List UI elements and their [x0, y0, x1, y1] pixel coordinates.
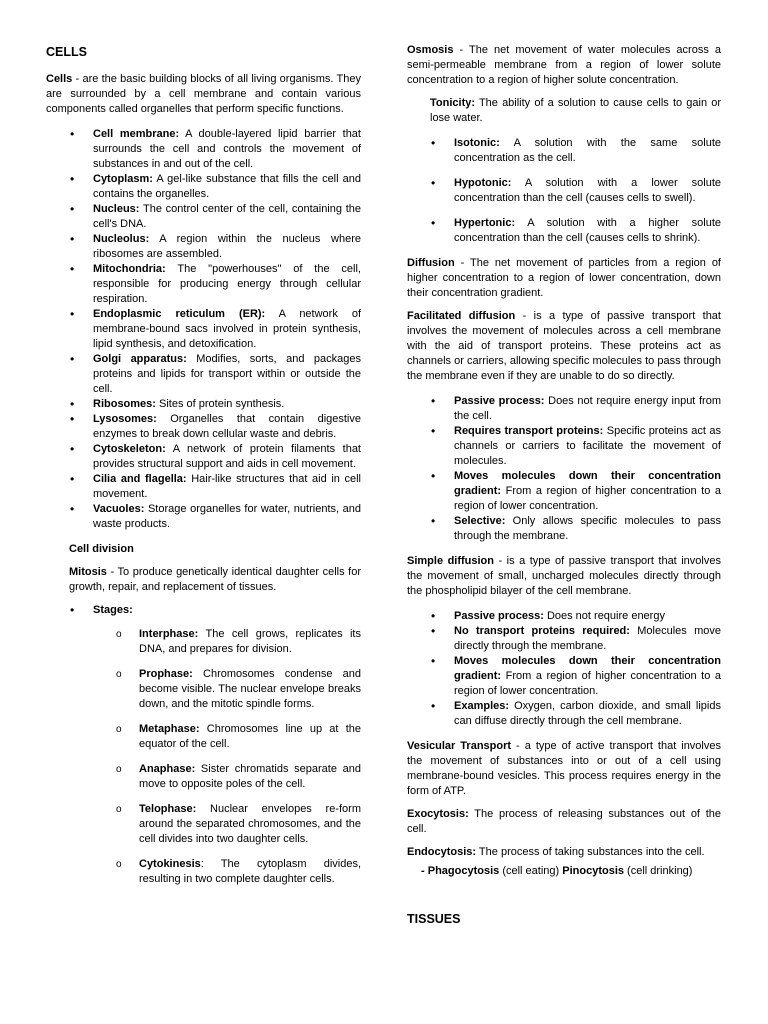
organelle-item: [46, 412, 361, 442]
vesicular-transport-paragraph: [407, 739, 721, 799]
organelle-text: A network of protein filaments that provides structural support and aids in cell movement.: [93, 443, 361, 470]
organelle-text: A network of membrane-bound sacs involved in protein synthesis, lipid synthesis, and detoxification.: [93, 308, 361, 350]
organelle-term: Mitochondria:: [93, 263, 166, 275]
organelle-term: Cell membrane:: [93, 128, 180, 140]
simple-item-text: Oxygen, carbon dioxide, and small lipids can diffuse directly through the cell membrane.: [454, 700, 721, 727]
organelle-term: Nucleolus:: [93, 233, 150, 245]
simple-item: [407, 609, 721, 624]
organelle-text: Sites of protein synthesis.: [155, 398, 285, 410]
stage-term: Telophase:: [139, 803, 197, 815]
organelle-item: [46, 202, 361, 232]
organelle-term: Ribosomes:: [93, 398, 156, 410]
organelle-term: Nucleus:: [93, 203, 140, 215]
organelle-item: [46, 262, 361, 307]
organelle-item: [46, 397, 361, 412]
facilitated-diffusion-definition: - is a type of passive transport that involves the movement of molecules across a cell membrane with the aid of transport proteins. These proteins act as channels or carriers, allowing specific molecules to pass through the membrane even if they are unable to do so directly.: [407, 310, 721, 382]
simple-item-text: Molecules move directly through the membrane.: [454, 625, 721, 652]
simple-item-term: No transport proteins required:: [454, 625, 630, 637]
organelle-item: [46, 502, 361, 532]
organelle-term: Cytoskeleton:: [93, 443, 166, 455]
facilitated-item-text: From a region of higher concentration to a region of lower concentration.: [454, 485, 721, 512]
stage-text: Sister chromatids separate and move to opposite poles of the cell.: [139, 763, 361, 790]
stage-term: Interphase:: [139, 628, 199, 640]
stage-text: Nuclear envelopes re-form around the separated chromosomes, and the cell divides into two daughter cells.: [139, 803, 361, 845]
facilitated-item-term: Passive process:: [454, 395, 545, 407]
organelle-text: Modifies, sorts, and packages proteins and lipids for transport within or outside the cell.: [93, 353, 362, 395]
facilitated-diffusion-term: Facilitated diffusion: [407, 310, 516, 322]
simple-item-text: Does not require energy: [543, 610, 665, 622]
simple-item: [407, 654, 721, 699]
vesicular-transport-definition: - a type of active transport that involves the movement of substances into or out of a cell using membrane-bound vesicles. This process requires energy in the form of ATP.: [407, 740, 721, 797]
stage-text: The cell grows, replicates its DNA, and prepares for division.: [139, 628, 361, 655]
organelle-item: [46, 127, 361, 172]
simple-diffusion-definition: - is a type of passive transport that involves the movement of small, uncharged molecules directly through the phospholipid bilayer of the cell membrane.: [407, 555, 721, 597]
diffusion-paragraph: [407, 256, 721, 301]
endocytosis-dash: -: [421, 865, 428, 877]
stage-item: [93, 802, 361, 847]
simple-diffusion-list: [407, 609, 721, 729]
stage-item: [93, 722, 361, 752]
organelle-text: A region within the nucleus where ribosomes are assembled.: [93, 233, 361, 260]
tonicity-definition: The ability of a solution to cause cells to gain or lose water.: [430, 97, 721, 124]
tonicity-list: [407, 136, 721, 246]
simple-item-text: From a region of higher concentration to a region of lower concentration.: [454, 670, 721, 697]
tonicity-type-text: A solution with a higher solute concentration than the cell (causes cells to shrink).: [454, 217, 721, 244]
endocytosis-definition: The process of taking substances into the cell.: [476, 846, 705, 858]
stages-label: Stages:: [93, 604, 133, 616]
facilitated-diffusion-list: [407, 394, 721, 544]
tonicity-term: Tonicity:: [430, 97, 476, 109]
organelle-text: A gel-like substance that fills the cell and contains the organelles.: [93, 173, 361, 200]
organelle-term: Cytoplasm:: [93, 173, 153, 185]
tonicity-type-term: Hypertonic:: [454, 217, 516, 229]
stage-item: [93, 667, 361, 712]
organelle-text: A double-layered lipid barrier that surrounds the cell and controls the movement of substances in and out of the cell.: [93, 128, 361, 170]
simple-item-term: Moves molecules down their concentration gradient:: [454, 655, 721, 682]
diffusion-term: Diffusion: [407, 257, 455, 269]
osmosis-term: Osmosis: [407, 44, 454, 56]
tonicity-type-term: Isotonic:: [454, 137, 500, 149]
vesicular-transport-term: Vesicular Transport: [407, 740, 512, 752]
cell-division-label: Cell division: [69, 543, 134, 555]
phagocytosis-text: (cell eating): [499, 865, 563, 877]
tonicity-item: [407, 176, 721, 206]
facilitated-item-term: Selective:: [454, 515, 506, 527]
stage-term: Prophase:: [139, 668, 193, 680]
facilitated-item: [407, 514, 721, 544]
facilitated-item-text: Does not require energy input from the cell.: [454, 395, 722, 422]
organelle-text: Organelles that contain digestive enzymes to break down cellular waste and debris.: [93, 413, 361, 440]
stage-text: : The cytoplasm divides, resulting in two complete daughter cells.: [139, 858, 361, 885]
phagocytosis-term: Phagocytosis: [427, 865, 500, 877]
stage-text: Chromosomes condense and become visible. The nuclear envelope breaks down, and the mitotic spindle forms.: [139, 668, 361, 710]
cells-definition: - are the basic building blocks of all living organisms. They are surrounded by a cell membrane and contain various components called organelles that perform specific functions.: [46, 73, 361, 115]
organelle-item: [46, 442, 361, 472]
cells-intro-paragraph: [46, 72, 361, 117]
simple-item: [407, 699, 721, 729]
endocytosis-types: [421, 864, 721, 879]
simple-item-term: Examples:: [454, 700, 510, 712]
right-column: [407, 43, 721, 928]
osmosis-definition: - The net movement of water molecules across a semi-permeable membrane from a region of lower solute concentration to a region of higher solute concentration.: [407, 44, 721, 86]
mitosis-stage-list: [93, 627, 361, 887]
cells-term: Cells: [46, 73, 73, 85]
organelle-text: Hair-like structures that aid in cell movement.: [93, 473, 362, 500]
stage-text: Chromosomes line up at the equator of the cell.: [139, 723, 361, 750]
stage-item: [93, 627, 361, 657]
diffusion-definition: - The net movement of particles from a region of higher concentration to a region of lower concentration, down their concentration gradient.: [407, 257, 721, 299]
exocytosis-term: Exocytosis:: [407, 808, 469, 820]
facilitated-diffusion-paragraph: [407, 309, 721, 384]
tissues-heading: TISSUES: [407, 912, 461, 926]
organelle-text: The "powerhouses" of the cell, responsible for producing energy through cellular respiration.: [93, 263, 361, 305]
facilitated-item-term: Requires transport proteins:: [454, 425, 604, 437]
mitosis-term: Mitosis: [69, 566, 107, 578]
page-title: CELLS: [46, 45, 87, 59]
organelle-text: Storage organelles for water, nutrients, and waste products.: [93, 503, 361, 530]
tonicity-paragraph: [407, 96, 721, 126]
organelle-text: The control center of the cell, containing the cell's DNA.: [93, 203, 361, 230]
simple-item-term: Passive process:: [454, 610, 544, 622]
facilitated-item: [407, 469, 721, 514]
stages-list: [46, 603, 361, 887]
cell-division-heading: [46, 542, 361, 557]
osmosis-paragraph: [407, 43, 721, 88]
organelle-item: [46, 352, 361, 397]
stage-term: Anaphase:: [139, 763, 196, 775]
organelle-term: Endoplasmic reticulum (ER):: [93, 308, 266, 320]
organelle-item: [46, 472, 361, 502]
stage-term: Metaphase:: [139, 723, 200, 735]
organelle-item: [46, 232, 361, 262]
left-column: [46, 43, 361, 897]
organelle-term: Golgi apparatus:: [93, 353, 187, 365]
simple-diffusion-paragraph: [407, 554, 721, 599]
pinocytosis-term: Pinocytosis: [562, 865, 624, 877]
stage-item: [93, 762, 361, 792]
facilitated-item: [407, 424, 721, 469]
stages-item: [46, 603, 361, 887]
mitosis-paragraph: [46, 565, 361, 595]
organelle-item: [46, 172, 361, 202]
tonicity-type-term: Hypotonic:: [454, 177, 512, 189]
facilitated-item-term: Moves molecules down their concentration gradient:: [454, 470, 721, 497]
exocytosis-paragraph: [407, 807, 721, 837]
mitosis-definition: - To produce genetically identical daughter cells for growth, repair, and replacement of tissues.: [69, 566, 361, 593]
organelle-term: Lysosomes:: [93, 413, 157, 425]
facilitated-item-text: Specific proteins act as channels or carriers to facilitate the movement of molecules.: [454, 425, 721, 467]
organelle-item: [46, 307, 361, 352]
stage-term: Cytokinesis: [139, 858, 201, 870]
organelle-term: Cilia and flagella:: [93, 473, 187, 485]
pinocytosis-text: (cell drinking): [624, 865, 693, 877]
endocytosis-paragraph: [407, 845, 721, 860]
organelle-term: Vacuoles:: [93, 503, 145, 515]
facilitated-item-text: Only allows specific molecules to pass through the membrane.: [454, 515, 721, 542]
tonicity-type-text: A solution with a lower solute concentration than the cell (causes cells to swell).: [454, 177, 721, 204]
exocytosis-definition: The process of releasing substances out of the cell.: [407, 808, 721, 835]
tonicity-item: [407, 136, 721, 166]
facilitated-item: [407, 394, 721, 424]
stage-item: [93, 857, 361, 887]
simple-item: [407, 624, 721, 654]
endocytosis-term: Endocytosis:: [407, 846, 477, 858]
tonicity-item: [407, 216, 721, 246]
tonicity-type-text: A solution with the same solute concentration as the cell.: [454, 137, 721, 164]
organelle-list: [46, 127, 361, 532]
simple-diffusion-term: Simple diffusion: [407, 555, 494, 567]
